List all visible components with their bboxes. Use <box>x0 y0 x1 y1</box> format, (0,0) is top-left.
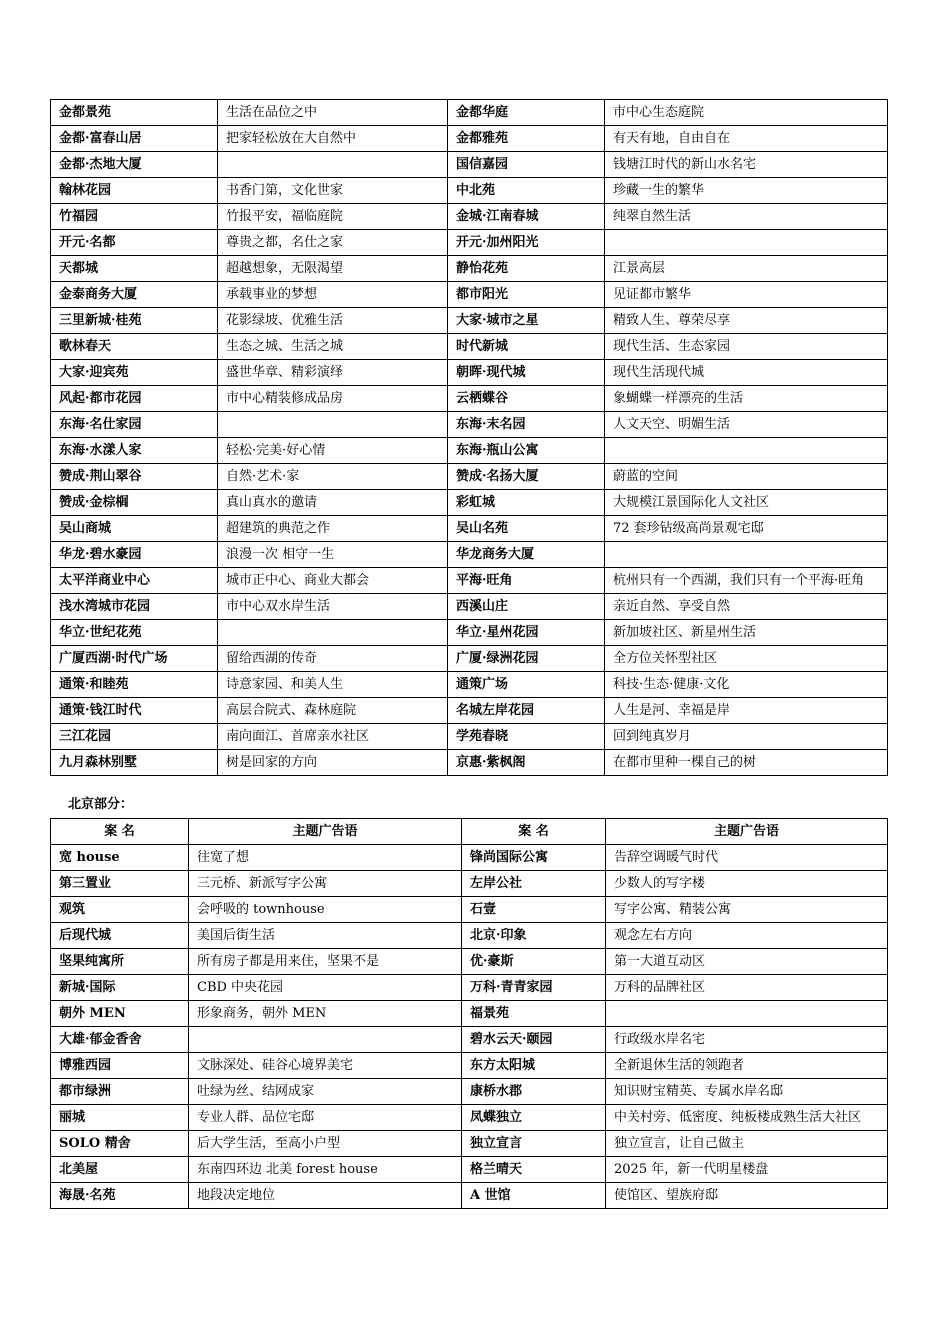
beijing-header-row <box>51 819 888 845</box>
project-name-cell: 风起·都市花园 <box>51 386 218 412</box>
project-name-cell: 开元·名都 <box>51 230 218 256</box>
project-name-cell: 北京·印象 <box>462 923 606 949</box>
slogan-cell: 承载事业的梦想 <box>218 282 448 308</box>
project-name-cell: 彩虹城 <box>448 490 605 516</box>
slogan-cell: 花影绿坡、优雅生活 <box>218 308 448 334</box>
slogan-cell: 在都市里种一棵自己的树 <box>605 750 888 776</box>
slogan-cell: 人生是河、幸福是岸 <box>605 698 888 724</box>
project-name-cell: 三里新城·桂苑 <box>51 308 218 334</box>
beijing-table <box>50 818 888 1209</box>
project-name-cell: 九月森林别墅 <box>51 750 218 776</box>
slogan-cell: 人文天空、明媚生活 <box>605 412 888 438</box>
slogan-cell <box>605 438 888 464</box>
project-name-cell: 优·豪斯 <box>462 949 606 975</box>
project-name-cell: 第三置业 <box>51 871 189 897</box>
slogan-cell <box>605 542 888 568</box>
slogan-cell: 市中心生态庭院 <box>605 100 888 126</box>
slogan-cell: 中关村旁、低密度、纯板楼成熟生活大社区 <box>606 1105 888 1131</box>
slogan-cell: 万科的品牌社区 <box>606 975 888 1001</box>
project-name-cell: 歌林春天 <box>51 334 218 360</box>
project-name-cell: 东方太阳城 <box>462 1053 606 1079</box>
slogan-cell: 知识财宝精英、专属水岸名邸 <box>606 1079 888 1105</box>
project-name-cell: 华龙·碧水豪园 <box>51 542 218 568</box>
project-name-cell: 格兰晴天 <box>462 1157 606 1183</box>
table-row <box>51 152 888 178</box>
project-name-cell: 大家·迎宾苑 <box>51 360 218 386</box>
project-name-cell: A 世馆 <box>462 1183 606 1209</box>
table-row <box>51 923 888 949</box>
table-row <box>51 897 888 923</box>
slogan-cell <box>218 620 448 646</box>
slogan-cell: 会呼吸的 townhouse <box>189 897 462 923</box>
slogan-cell: 专业人群、品位宅邸 <box>189 1105 462 1131</box>
project-name-cell: 福景苑 <box>462 1001 606 1027</box>
project-name-cell: 后现代城 <box>51 923 189 949</box>
slogan-cell: 三元桥、新派写字公寓 <box>189 871 462 897</box>
slogan-cell: 行政级水岸名宅 <box>606 1027 888 1053</box>
slogan-cell: 形象商务，朝外 MEN <box>189 1001 462 1027</box>
table-row <box>51 949 888 975</box>
table-row <box>51 1079 888 1105</box>
slogan-cell: 把家轻松放在大自然中 <box>218 126 448 152</box>
slogan-cell: 吐绿为丝、结网成家 <box>189 1079 462 1105</box>
slogan-cell <box>218 152 448 178</box>
slogan-cell: 树是回家的方向 <box>218 750 448 776</box>
beijing-table-body <box>51 845 888 1209</box>
project-name-cell: 京惠·紫枫阁 <box>448 750 605 776</box>
hangzhou-table-body <box>51 100 888 776</box>
slogan-cell: 生活在品位之中 <box>218 100 448 126</box>
slogan-cell: 市中心双水岸生活 <box>218 594 448 620</box>
table-row <box>51 126 888 152</box>
project-name-cell: 东海·末名园 <box>448 412 605 438</box>
project-name-cell: 华立·世纪花苑 <box>51 620 218 646</box>
project-name-cell: 天都城 <box>51 256 218 282</box>
project-name-cell: SOLO 精舍 <box>51 1131 189 1157</box>
table-row <box>51 1157 888 1183</box>
table-row <box>51 975 888 1001</box>
table-row <box>51 360 888 386</box>
table-row <box>51 1053 888 1079</box>
slogan-cell: 留给西湖的传奇 <box>218 646 448 672</box>
slogan-cell: 后大学生活，至高小户型 <box>189 1131 462 1157</box>
project-name-cell: 金都景苑 <box>51 100 218 126</box>
slogan-cell: 超越想象，无限渴望 <box>218 256 448 282</box>
project-name-cell: 碧水云天·颐园 <box>462 1027 606 1053</box>
slogan-cell: 科技·生态·健康·文化 <box>605 672 888 698</box>
table-row <box>51 1131 888 1157</box>
slogan-cell: 象蝴蝶一样漂亮的生活 <box>605 386 888 412</box>
project-name-cell: 赞成·金棕榈 <box>51 490 218 516</box>
project-name-cell: 大雄·郁金香舍 <box>51 1027 189 1053</box>
slogan-cell: 回到纯真岁月 <box>605 724 888 750</box>
project-name-cell: 时代新城 <box>448 334 605 360</box>
table-row <box>51 724 888 750</box>
table-row <box>51 178 888 204</box>
project-name-cell: 广厦·绿洲花园 <box>448 646 605 672</box>
slogan-cell: 独立宣言，让自己做主 <box>606 1131 888 1157</box>
slogan-cell: 精致人生、尊荣尽享 <box>605 308 888 334</box>
slogan-cell: 地段决定地位 <box>189 1183 462 1209</box>
project-name-cell: 华立·星州花园 <box>448 620 605 646</box>
slogan-cell: 有天有地，自由自在 <box>605 126 888 152</box>
table-row <box>51 1001 888 1027</box>
slogan-cell: 轻松·完美·好心情 <box>218 438 448 464</box>
project-name-cell: 吴山名苑 <box>448 516 605 542</box>
project-name-cell: 通策·和睦苑 <box>51 672 218 698</box>
slogan-cell: 写字公寓、精装公寓 <box>606 897 888 923</box>
header-project-name: 案 名 <box>462 819 606 845</box>
project-name-cell: 金城·江南春城 <box>448 204 605 230</box>
slogan-cell <box>606 1001 888 1027</box>
slogan-cell: 纯翠自然生活 <box>605 204 888 230</box>
header-slogan: 主题广告语 <box>606 819 888 845</box>
project-name-cell: 静怡花苑 <box>448 256 605 282</box>
slogan-cell: 往宽了想 <box>189 845 462 871</box>
table-row <box>51 334 888 360</box>
slogan-cell: 城市正中心、商业大都会 <box>218 568 448 594</box>
project-name-cell: 金都·杰地大厦 <box>51 152 218 178</box>
project-name-cell: 金都·富春山居 <box>51 126 218 152</box>
project-name-cell: 独立宣言 <box>462 1131 606 1157</box>
slogan-cell: 使馆区、望族府邸 <box>606 1183 888 1209</box>
slogan-cell: 书香门第，文化世家 <box>218 178 448 204</box>
project-name-cell: 新城·国际 <box>51 975 189 1001</box>
table-row <box>51 750 888 776</box>
project-name-cell: 丽城 <box>51 1105 189 1131</box>
project-name-cell: 东海·水漾人家 <box>51 438 218 464</box>
project-name-cell: 金都雅苑 <box>448 126 605 152</box>
table-row <box>51 490 888 516</box>
table-row <box>51 1183 888 1209</box>
slogan-cell: 超建筑的典范之作 <box>218 516 448 542</box>
slogan-cell: CBD 中央花园 <box>189 975 462 1001</box>
project-name-cell: 云栖蝶谷 <box>448 386 605 412</box>
slogan-cell: 文脉深处、硅谷心境界美宅 <box>189 1053 462 1079</box>
project-name-cell: 万科·青青家园 <box>462 975 606 1001</box>
slogan-cell: 告辞空调暖气时代 <box>606 845 888 871</box>
project-name-cell: 金泰商务大厦 <box>51 282 218 308</box>
table-row <box>51 620 888 646</box>
slogan-cell: 自然·艺术·家 <box>218 464 448 490</box>
table-row <box>51 438 888 464</box>
project-name-cell: 国信嘉园 <box>448 152 605 178</box>
project-name-cell: 锋尚国际公寓 <box>462 845 606 871</box>
project-name-cell: 赞成·荆山翠谷 <box>51 464 218 490</box>
project-name-cell: 博雅西园 <box>51 1053 189 1079</box>
table-row <box>51 698 888 724</box>
project-name-cell: 大家·城市之星 <box>448 308 605 334</box>
project-name-cell: 通策广场 <box>448 672 605 698</box>
project-name-cell: 吴山商城 <box>51 516 218 542</box>
table-row <box>51 672 888 698</box>
table-row <box>51 464 888 490</box>
slogan-cell: 珍藏一生的繁华 <box>605 178 888 204</box>
slogan-cell <box>605 230 888 256</box>
table-row <box>51 308 888 334</box>
slogan-cell: 观念左右方向 <box>606 923 888 949</box>
slogan-cell: 尊贵之都，名仕之家 <box>218 230 448 256</box>
slogan-cell: 市中心精装修成品房 <box>218 386 448 412</box>
project-name-cell: 三江花园 <box>51 724 218 750</box>
project-name-cell: 北美屋 <box>51 1157 189 1183</box>
slogan-cell: 蔚蓝的空间 <box>605 464 888 490</box>
header-project-name: 案 名 <box>51 819 189 845</box>
project-name-cell: 东海·名仕家园 <box>51 412 218 438</box>
slogan-cell: 真山真水的邀请 <box>218 490 448 516</box>
slogan-cell: 全新退休生活的领跑者 <box>606 1053 888 1079</box>
slogan-cell: 全方位关怀型社区 <box>605 646 888 672</box>
project-name-cell: 浅水湾城市花园 <box>51 594 218 620</box>
slogan-cell: 少数人的写字楼 <box>606 871 888 897</box>
project-name-cell: 东海·瓶山公寓 <box>448 438 605 464</box>
project-name-cell: 观筑 <box>51 897 189 923</box>
slogan-cell: 亲近自然、享受自然 <box>605 594 888 620</box>
table-row <box>51 1105 888 1131</box>
slogan-cell: 诗意家园、和美人生 <box>218 672 448 698</box>
slogan-cell: 高层合院式、森林庭院 <box>218 698 448 724</box>
slogan-cell <box>189 1027 462 1053</box>
project-name-cell: 翰林花园 <box>51 178 218 204</box>
project-name-cell: 坚果纯寓所 <box>51 949 189 975</box>
slogan-cell: 浪漫一次 相守一生 <box>218 542 448 568</box>
table-row <box>51 204 888 230</box>
project-name-cell: 华龙商务大厦 <box>448 542 605 568</box>
slogan-cell: 东南四环边 北美 forest house <box>189 1157 462 1183</box>
project-name-cell: 朝晖·现代城 <box>448 360 605 386</box>
project-name-cell: 竹福园 <box>51 204 218 230</box>
project-name-cell: 赞成·名扬大厦 <box>448 464 605 490</box>
slogan-cell: 江景高层 <box>605 256 888 282</box>
header-slogan: 主题广告语 <box>189 819 462 845</box>
slogan-cell: 2025 年，新一代明星楼盘 <box>606 1157 888 1183</box>
slogan-cell: 新加坡社区、新星州生活 <box>605 620 888 646</box>
slogan-cell: 盛世华章、精彩演绎 <box>218 360 448 386</box>
table-row <box>51 412 888 438</box>
slogan-cell: 大规模江景国际化人文社区 <box>605 490 888 516</box>
project-name-cell: 宽 house <box>51 845 189 871</box>
project-name-cell: 凤蝶独立 <box>462 1105 606 1131</box>
project-name-cell: 通策·钱江时代 <box>51 698 218 724</box>
project-name-cell: 广厦西湖·时代广场 <box>51 646 218 672</box>
table-row <box>51 542 888 568</box>
slogan-cell: 生态之城、生活之城 <box>218 334 448 360</box>
table-row <box>51 646 888 672</box>
slogan-cell: 所有房子都是用来住，坚果不是 <box>189 949 462 975</box>
table-row <box>51 256 888 282</box>
table-row <box>51 568 888 594</box>
slogan-cell: 竹报平安，福临庭院 <box>218 204 448 230</box>
slogan-cell: 现代生活现代城 <box>605 360 888 386</box>
table-row <box>51 1027 888 1053</box>
table-row <box>51 845 888 871</box>
table-row <box>51 594 888 620</box>
project-name-cell: 平海·旺角 <box>448 568 605 594</box>
slogan-cell: 现代生活、生态家园 <box>605 334 888 360</box>
slogan-cell: 72 套珍钻级高尚景观宅邸 <box>605 516 888 542</box>
project-name-cell: 海晟·名苑 <box>51 1183 189 1209</box>
project-name-cell: 都市阳光 <box>448 282 605 308</box>
project-name-cell: 太平洋商业中心 <box>51 568 218 594</box>
slogan-cell: 杭州只有一个西湖，我们只有一个平海·旺角 <box>605 568 888 594</box>
project-name-cell: 西溪山庄 <box>448 594 605 620</box>
project-name-cell: 学苑春晓 <box>448 724 605 750</box>
table-row <box>51 230 888 256</box>
beijing-section-label: 北京部分： <box>68 797 134 812</box>
project-name-cell: 金都华庭 <box>448 100 605 126</box>
slogan-cell: 南向面江、首席亲水社区 <box>218 724 448 750</box>
table-row <box>51 516 888 542</box>
slogan-cell: 钱塘江时代的新山水名宅 <box>605 152 888 178</box>
project-name-cell: 名城左岸花园 <box>448 698 605 724</box>
slogan-cell: 美国后街生活 <box>189 923 462 949</box>
project-name-cell: 康桥水郡 <box>462 1079 606 1105</box>
table-row <box>51 871 888 897</box>
hangzhou-table <box>50 99 888 776</box>
project-name-cell: 石壹 <box>462 897 606 923</box>
slogan-cell: 见证都市繁华 <box>605 282 888 308</box>
project-name-cell: 左岸公社 <box>462 871 606 897</box>
table-row <box>51 282 888 308</box>
project-name-cell: 中北苑 <box>448 178 605 204</box>
project-name-cell: 开元·加州阳光 <box>448 230 605 256</box>
slogan-cell <box>218 412 448 438</box>
table-row <box>51 386 888 412</box>
project-name-cell: 都市绿洲 <box>51 1079 189 1105</box>
slogan-cell: 第一大道互动区 <box>606 949 888 975</box>
table-row <box>51 100 888 126</box>
project-name-cell: 朝外 MEN <box>51 1001 189 1027</box>
